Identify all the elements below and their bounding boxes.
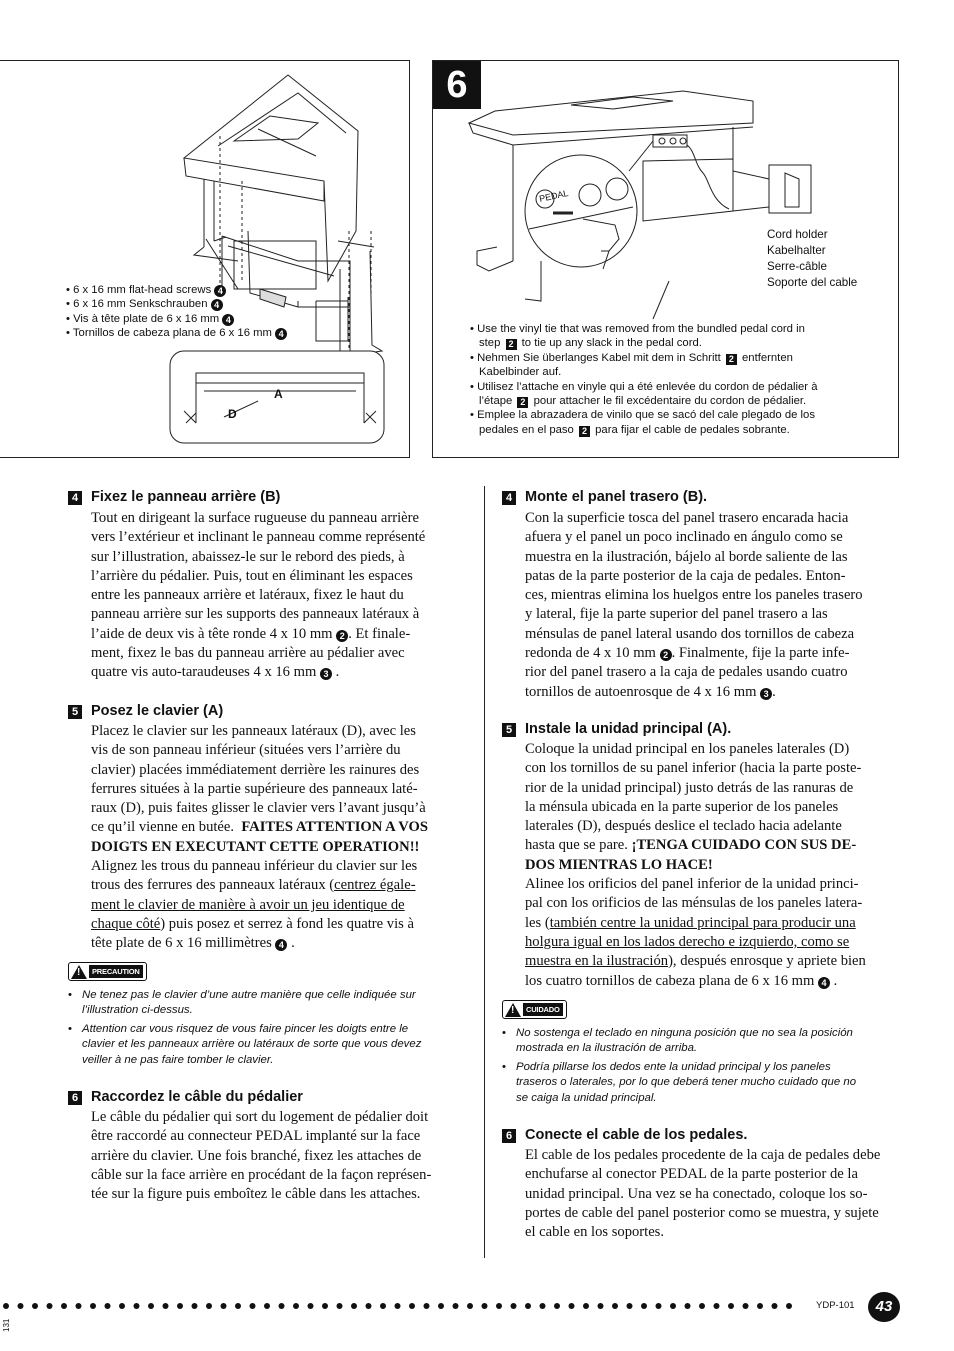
cord-holder-label: Kabelhalter — [767, 244, 826, 257]
precaution-badge: ! PRECAUTION — [68, 962, 147, 981]
cord-note: • Nehmen Sie überlanges Kabel mit dem in Schritt 2 entfernten — [470, 351, 793, 364]
es-step-5-body: Coloque la unidad principal en los paneles laterales (D) con los tornillos de su panel inferior (hacia la parte poste- rior de la unidad principal) justo detrás de las ranuras de la ménsula ubicada en la parte superior de los paneles laterales (D), después deslice el teclado hacia adelante hasta que se pare. ¡TENGA CUIDADO CON SUS DE- DOS MIENTRAS LO HACE! Alinee los orificios del panel inferior de la unidad princi- pal con los orificios de las ménsulas de los paneles latera- les (también centre la unidad principal para producir una holgura igual en los lados derecho e izquierdo, como se muestra en la ilustración), después enrosque y apriete bien los cuatro tornillos de cabeza plana de 6 x 16 mm 4 . — [525, 741, 866, 989]
cord-holder-label: Soporte del cable — [767, 276, 858, 289]
es-step-6 — [502, 1126, 902, 1242]
fr-step-4-body: Tout en dirigeant la surface rugueuse du panneau arrière vers l’extérieur et inclinant le panneau comme représenté sur l’illustration, abaissez-le sur le rebord des pieds, à l’arrière du pédalier. Puis, tout en éliminant les espaces entre les panneaux arrière et latéraux, fixez le haut du panneau arrière sur les supports des panneaux latéraux à l’aide de deux vis à tête ronde 4 x 10 mm 2 . Et finale- ment, fixez le bas du panneau arrière au pédalier avec quatre vis auto-taraudeuses 4 x 16 mm 3 . — [91, 510, 426, 681]
warning-icon — [505, 1003, 521, 1017]
column-divider — [484, 486, 485, 1258]
caution-note: • Ne tenez pas le clavier d’une autre manière que celle indiquée sur l’illustration ci-dessus. — [68, 988, 478, 1019]
label-d: D — [228, 407, 237, 421]
pedal-label: PEDAL — [538, 188, 570, 204]
label-a: A — [274, 387, 283, 401]
es-step-4-body: Con la superficie tosca del panel trasero encarada hacia afuera y el panel un poco inclinado en ángulo como se muestra en la ilustración, bájelo al borde saliente de las patas de la parte posterior de la caja de pedales. Enton- ces, mientras elimina los huelgos entre los paneles trasero y lateral, fije la parte superior del panel trasero a las ménsulas de panel lateral usando dos tornillos de cabeza redonda de 4 x 10 mm 2 . Finalmente, fije la parte infe- rior del panel trasero a la caja de pedales usando cuatro tornillos de autoenrosque de 4 x 16 mm 3 . — [525, 510, 863, 700]
cord-holder-labels — [767, 227, 857, 291]
fr-step-6-body: Le câble du pédalier qui sort du logement de pédalier doit être raccordé au connecteur PEDAL implanté sur la face arrière du clavier. Une fois branché, fixez les attaches de câble sur la face arrière en procédant de la façon représen- tée sur la figure puis emboîtez le câble dans les attaches. — [91, 1109, 432, 1203]
screw-item: • Tornillos de cabeza plana de 6 x 16 mm 4 — [66, 326, 287, 340]
cord-note: • Use the vinyl tie that was removed from the bundled pedal cord in — [470, 323, 805, 335]
es-step-6-title: 6 Conecte el cable de los pedales. — [502, 1126, 902, 1144]
figure-panel-left — [0, 60, 410, 458]
cord-note: • Utilisez l’attache en vinyle qui a été enlevée du cordon de pédalier à — [470, 380, 818, 393]
caution-note: • No sostenga el teclado en ninguna posición que no sea la posición mostrada en la ilustración de arriba. — [502, 1026, 912, 1057]
es-step-4-title: 4 Monte el panel trasero (B). — [502, 488, 902, 506]
screw-item: • Vis à tête plate de 6 x 16 mm 4 — [66, 312, 287, 326]
fr-step-6 — [68, 1088, 468, 1204]
caution-note: • Attention car vous risquez de vous faire pincer les doigts entre le clavier et les panneaux arrière ou latéraux de sorte que vous devez veiller à ne pas faire tomber le clavier. — [68, 1022, 478, 1068]
fr-step-5-title: 5 Posez le clavier (A) — [68, 702, 468, 720]
model-name: YDP-101 — [816, 1300, 855, 1311]
side-code: 131 — [2, 1318, 11, 1332]
cord-holder-label: Cord holder — [767, 228, 828, 241]
cord-note: Kabelbinder auf. — [479, 366, 562, 379]
cord-note: l’étape 2 pour attacher le fil excédentaire du cordon de pédalier. — [479, 395, 807, 408]
figure-panel-right — [432, 60, 899, 458]
screw-item: • 6 x 16 mm Senkschrauben 4 — [66, 297, 287, 311]
warning-icon — [71, 965, 87, 979]
fr-step-5 — [68, 702, 468, 954]
caution-note: • Podría pillarse los dedos ente la unidad principal y los paneles traseros o laterales, por lo que deberá tener mucho cuidado que no se caiga la unidad principal. — [502, 1060, 912, 1106]
fr-step-4 — [68, 488, 468, 683]
screw-item: • 6 x 16 mm flat-head screws 4 — [66, 283, 287, 297]
es-step-6-body: El cable de los pedales procedente de la caja de pedales debe enchufarse al conector PEDAL de la parte posterior de la unidad principal. Una vez se ha conectado, coloque los so- portes de cable del panel posterior como se muestra, y sujete el cable en los soportes. — [525, 1147, 881, 1241]
fr-step-5-body: Placez le clavier sur les panneaux latéraux (D), avec les vis de son panneau inférieur (situées vers l’arrière du clavier) placées immédiatement derrière les rainures des ferrures situées à la partie supérieure des panneaux laté- raux (D), puis faites glisser le clavier vers l’avant jusqu’à ce qu’il vienne en butée. FAITES ATTENTION A VOS DOIGTS EN EXECUTANT CETTE OPERATION!! Alignez les trous du panneau inférieur du clavier sur les trous des ferrures des panneaux latéraux (centrez égale- ment le clavier de manière à avoir un jeu identique de chaque côté) puis posez et serrez à fond les quatre vis à tête plate de 6 x 16 millimètres 4 . — [91, 723, 428, 952]
step-number-badge: 6 — [433, 61, 481, 109]
es-step-5-title: 5 Instale la unidad principal (A). — [502, 720, 902, 738]
cord-notes — [470, 322, 817, 437]
cuidado-badge: ! CUIDADO — [502, 1000, 567, 1019]
es-caution-notes — [502, 1026, 912, 1106]
cord-note: pedales en el paso 2 para fijar el cable de pedales sobrante. — [479, 423, 790, 436]
fr-step-4-title: 4 Fixez le panneau arrière (B) — [68, 488, 468, 506]
fr-step-6-title: 6 Raccordez le câble du pédalier — [68, 1088, 468, 1106]
fr-caution-notes — [68, 988, 478, 1068]
piano-assembly-illustration — [0, 61, 410, 459]
cord-note: • Emplee la abrazadera de vinilo que se sacó del cale plegado de los — [470, 409, 815, 422]
page-number: 43 — [868, 1292, 900, 1322]
es-step-5 — [502, 720, 902, 991]
footer-dot-rule — [2, 1302, 802, 1310]
es-step-4 — [502, 488, 902, 702]
cord-note: step 2 to tie up any slack in the pedal cord. — [479, 337, 702, 350]
cord-holder-label: Serre-câble — [767, 260, 827, 273]
screw-list — [66, 283, 287, 341]
